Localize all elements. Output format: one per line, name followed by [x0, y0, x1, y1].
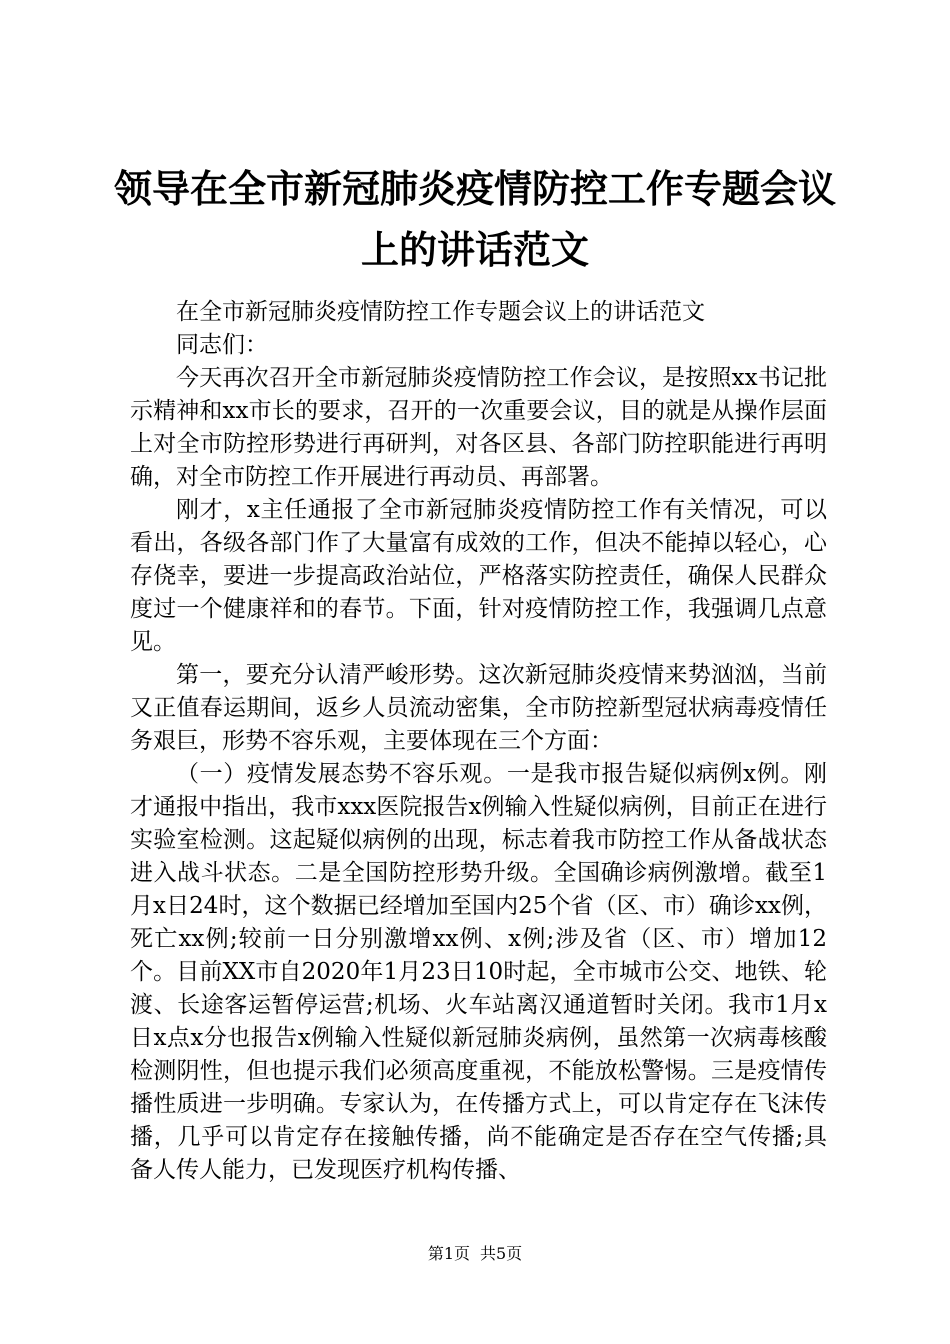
page-number: 第1页: [427, 1244, 470, 1263]
salutation-paragraph: 同志们：: [176, 332, 268, 358]
body-paragraph: 今天再次召开全市新冠肺炎疫情防控工作会议，是按照xx书记批示精神和xx市长的要求，召开的一次重要会议，目的就是从操作层面上对全市防控形势进行再研判，对各区县、各部门防控职能进行再明确，对全市防控工作开展进行再动员、再部署。: [130, 365, 827, 490]
page-footer: [0, 1243, 950, 1265]
subtitle-paragraph: 在全市新冠肺炎疫情防控工作专题会议上的讲话范文: [176, 299, 705, 325]
body-paragraph: 刚才，x主任通报了全市新冠肺炎疫情防控工作有关情况，可以看出，各级各部门作了大量富有成效的工作，但决不能掉以轻心，心存侥幸，要进一步提高政治站位，严格落实防控责任，确保人民群众度过一个健康祥和的春节。下面，针对疫情防控工作，我强调几点意见。: [130, 497, 827, 655]
body-paragraph: （一）疫情发展态势不容乐观。一是我市报告疑似病例x例。刚才通报中指出，我市xxx医院报告x例输入性疑似病例，目前正在进行实验室检测。这起疑似病例的出现，标志着我市防控工作从备战状态进入战斗状态。二是全国防控形势升级。全国确诊病例激增。截至1月x日24时，这个数据已经增加至国内25个省（区、市）确诊xx例，死亡xx例;较前一日分别激增xx例、x例;涉及省（区、市）增加12个。目前XX市自2020年1月23日10时起，全市城市公交、地铁、轮渡、长途客运暂停运营;机场、火车站离汉通道暂时关闭。我市1月x日x点x分也报告x例输入性疑似新冠肺炎病例，虽然第一次病毒核酸检测阴性，但也提示我们必须高度重视，不能放松警惕。三是疫情传播性质进一步明确。专家认为，在传播方式上，可以肯定存在飞沫传播，几乎可以肯定存在接触传播，尚不能确定是否存在空气传播;具备人传人能力，已发现医疗机构传播、: [130, 761, 827, 1183]
body-paragraph: 第一，要充分认清严峻形势。这次新冠肺炎疫情来势汹汹，当前又正值春运期间，返乡人员流动密集，全市防控新型冠状病毒疫情任务艰巨，形势不容乐观，主要体现在三个方面：: [130, 662, 827, 754]
document-title: 领导在全市新冠肺炎疫情防控工作专题会议上的讲话范文: [113, 166, 836, 272]
page-total: 共5页: [480, 1244, 523, 1263]
document-body: [130, 296, 827, 1187]
